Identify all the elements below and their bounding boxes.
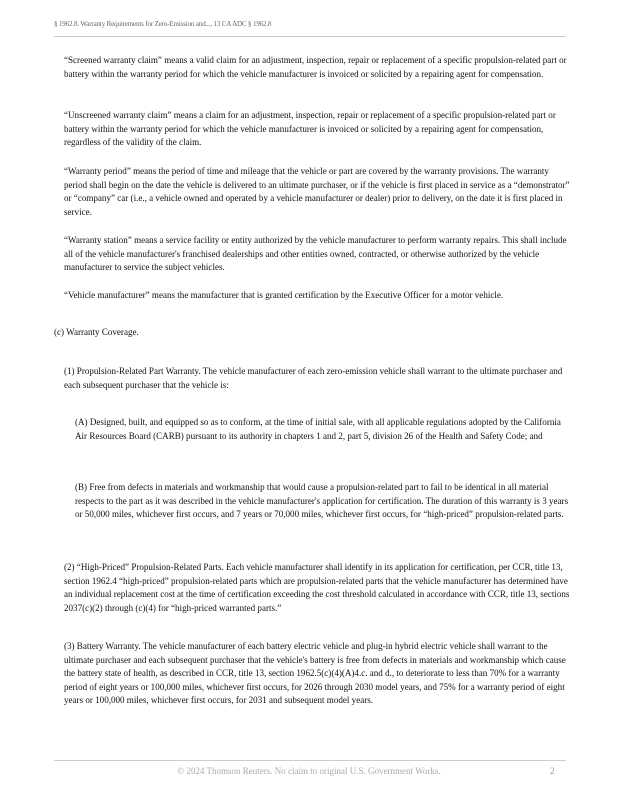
section-c-item-2: (2) “High-Priced” Propulsion-Related Parts. Each vehicle manufacturer shall identify in its application for certification, per CCR, title 13, section 1962.4 “high-priced” propulsion-related parts which are propulsion-related parts that the vehicle manufacturer has determined have an individual replacement cost at the time of certification exceeding the cost threshold calculated in accordance with CCR, title 13, sections 2037(c)(2) through (c)(4) for “high-priced warranted parts.” [64,562,570,613]
header-citation: § 1962.8. Warranty Requirements for Zero-Emission and..., 13 CA ADC § 1962.8 [54,20,272,28]
definition-warranty-station: “Warranty station” means a service facility or entity authorized by the vehicle manufacturer to perform warranty repairs. This shall include all of the vehicle manufacturer's franchised dealerships and other entities owned, contracted, or otherwise authorized by the vehicle manufacturer to service the subject vehicles. [64,235,567,273]
section-c-item-1: (1) Propulsion-Related Part Warranty. The vehicle manufacturer of each zero-emission vehicle shall warrant to the ultimate purchaser and each subsequent purchaser that the vehicle is: [64,366,563,390]
section-c-item-1A: (A) Designed, built, and equipped so as to conform, at the time of initial sale, with all applicable regulations adopted by the California Air Resources Board (CARB) pursuant to its authority in chapters 1 and 2, part 5, division 26 of the Health and Safety Code; and [75,417,561,441]
footer-copyright: © 2024 Thomson Reuters. No claim to original U.S. Government Works. [177,766,441,776]
header-divider [54,36,566,37]
section-c-heading: (c) Warranty Coverage. [54,327,139,337]
footer-divider [54,760,566,761]
section-c-item-1B: (B) Free from defects in materials and workmanship that would cause a propulsion-related part to fail to be identical in all material respects to the part as it was described in the vehicle manufacturer's application for certification. The duration of this warranty is 3 years or 50,000 miles, whichever first occurs, and 7 years or 70,000 miles, whichever first occurs, for “high-priced” propulsion-related parts. [75,482,569,520]
page-number: 2 [550,766,555,776]
definition-screened-warranty-claim: “Screened warranty claim” means a valid claim for an adjustment, inspection, repair or replacement of a specific propulsion-related part or battery within the warranty period for which the vehicle manufacturer is invoiced or solicited by a repairing agent for compensation. [64,55,567,79]
section-c-item-3: (3) Battery Warranty. The vehicle manufacturer of each battery electric vehicle and plug-in hybrid electric vehicle shall warrant to the ultimate purchaser and each subsequent purchaser that the vehicle's battery is free from defects in materials and workmanship which cause the battery state of health, as described in CCR, title 13, section 1962.5(c)(4)(A)4.c. and d., to deteriorate to less than 70% for a warranty period of eight years or 100,000 miles, whichever first occurs, for 2026 through 2030 model years, and 75% for a warranty period of eight years or 100,000 miles, whichever first occurs, for 2031 and subsequent model years. [64,641,566,706]
definition-unscreened-warranty-claim: “Unscreened warranty claim” means a claim for an adjustment, inspection, repair or replacement of a specific propulsion-related part or battery within the warranty period for which the vehicle manufacturer is invoiced or solicited by a repairing agent for compensation, regardless of the validity of the claim. [64,110,556,148]
definition-vehicle-manufacturer: “Vehicle manufacturer” means the manufacturer that is granted certification by the Executive Officer for a motor vehicle. [64,290,504,300]
definition-warranty-period: “Warranty period” means the period of time and mileage that the vehicle or part are covered by the warranty provisions. The warranty period shall begin on the date the vehicle is delivered to an ultimate purchaser, or if the vehicle is first placed in service as a “demonstrator” or “company” car (i.e., a vehicle owned and operated by a vehicle manufacturer or dealer) prior to delivery, on the date it is first placed in service. [64,166,570,217]
